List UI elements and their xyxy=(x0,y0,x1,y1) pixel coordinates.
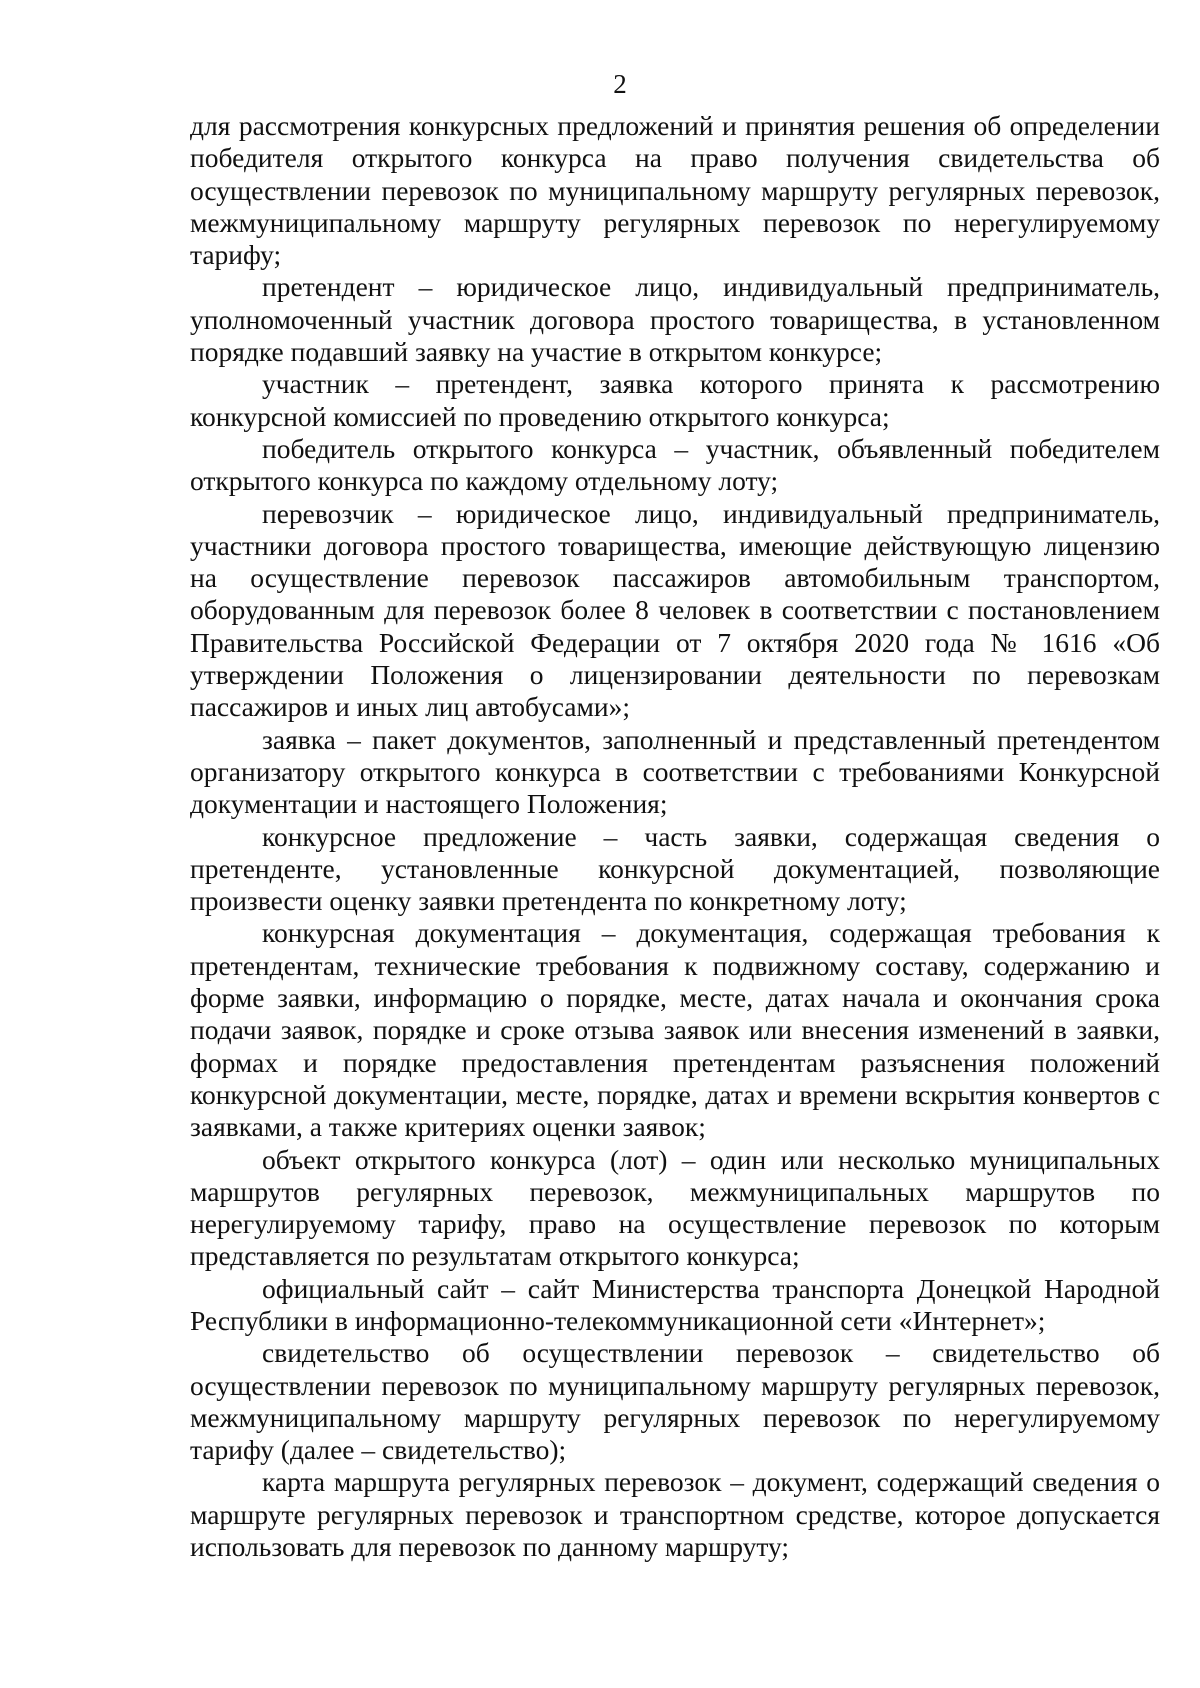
paragraph-certificate: свидетельство об осуществлении перевозок – свидетельство об осуществлении перевозок по муниципальному маршруту регулярных перевозок, межмуниципальному маршруту регулярных перевозок по нерегулируемому тарифу (далее – свидетельство); xyxy=(190,1337,1160,1466)
document-body xyxy=(190,110,1160,1563)
paragraph-continuation: для рассмотрения конкурсных предложений и принятия решения об определении победителя открытого конкурса на право получения свидетельства об осуществлении перевозок по муниципальному маршруту регулярных перевозок, межмуниципальному маршруту регулярных перевозок по нерегулируемому тарифу; xyxy=(190,110,1160,271)
paragraph-carrier: перевозчик – юридическое лицо, индивидуальный предприниматель, участники договора простого товарищества, имеющие действующую лицензию на осуществление перевозок пассажиров автомобильным транспортом, оборудованным для перевозок более 8 человек в соответствии с постановлением Правительства Российской Федерации от 7 октября 2020 года № 1616 «Об утверждении Положения о лицензировании деятельности по перевозкам пассажиров и иных лиц автобусами»; xyxy=(190,497,1160,723)
paragraph-competitive-offer: конкурсное предложение – часть заявки, содержащая сведения о претенденте, установленные конкурсной документацией, позволяющие произвести оценку заявки претендента по конкретному лоту; xyxy=(190,820,1160,917)
page-number: 2 xyxy=(613,69,627,99)
paragraph-winner: победитель открытого конкурса – участник, объявленный победителем открытого конкурса по каждому отдельному лоту; xyxy=(190,432,1160,497)
paragraph-tender-documentation: конкурсная документация – документация, содержащая требования к претендентам, технические требования к подвижному составу, содержанию и форме заявки, информацию о порядке, месте, датах начала и окончания срока подачи заявок, порядке и сроке отзыва заявок или внесения изменений в заявки, формах и порядке предоставления претендентам разъяснения положений конкурсной документации, месте, порядке, датах и времени вскрытия конвертов с заявками, а также критериях оценки заявок; xyxy=(190,917,1160,1143)
paragraph-lot: объект открытого конкурса (лот) – один или несколько муниципальных маршрутов регулярных перевозок, межмуниципальных маршрутов по нерегулируемому тарифу, право на осуществление перевозок по которым представляется по результатам открытого конкурса; xyxy=(190,1143,1160,1272)
paragraph-official-site: официальный сайт – сайт Министерства транспорта Донецкой Народной Республики в информационно-телекоммуникационной сети «Интернет»; xyxy=(190,1272,1160,1336)
paragraph-applicant: претендент – юридическое лицо, индивидуальный предприниматель, уполномоченный участник договора простого товарищества, в установленном порядке подавший заявку на участие в открытом конкурсе; xyxy=(190,271,1160,368)
paragraph-participant: участник – претендент, заявка которого принята к рассмотрению конкурсной комиссией по проведению открытого конкурса; xyxy=(190,368,1160,432)
paragraph-route-map: карта маршрута регулярных перевозок – документ, содержащий сведения о маршруте регулярных перевозок и транспортном средстве, которое допускается использовать для перевозок по данному маршруту; xyxy=(190,1466,1160,1563)
paragraph-application: заявка – пакет документов, заполненный и представленный претендентом организатору открытого конкурса в соответствии с требованиями Конкурсной документации и настоящего Положения; xyxy=(190,723,1160,820)
